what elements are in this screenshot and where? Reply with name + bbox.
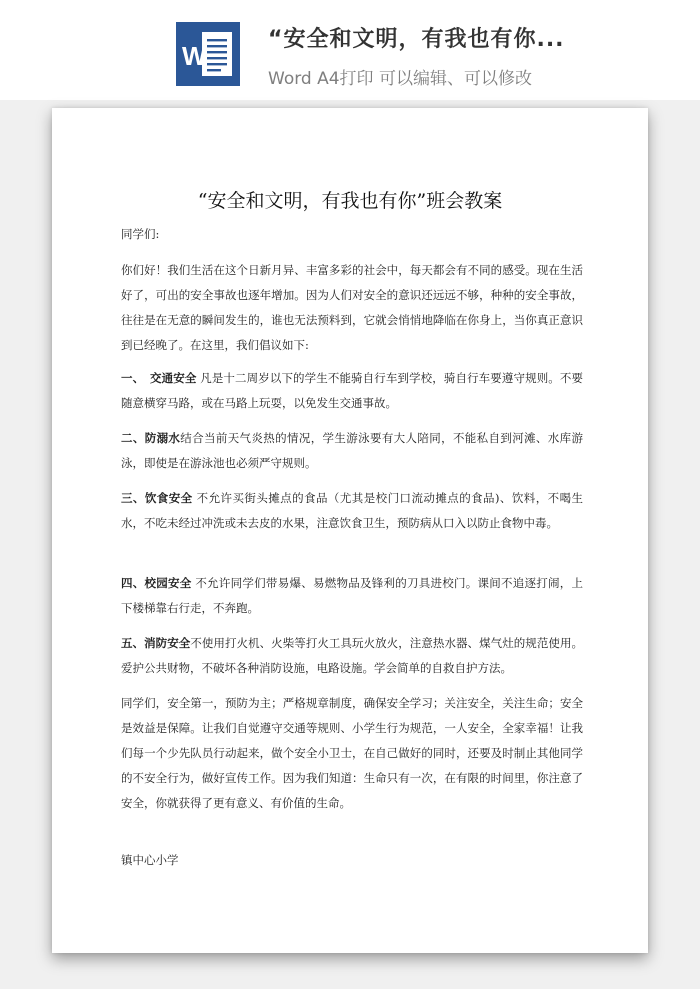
section-campus-safety (121, 571, 583, 621)
section-text: 不使用打火机、火柴等打火工具玩火放火，注意热水器、煤气灶的规范使用。爱护公共财物，不破坏各种消防设施，电路设施。学会简单的自救自护方法。 (121, 636, 584, 675)
intro-paragraph: 你们好！我们生活在这个日新月异、丰富多彩的社会中，每天都会有不同的感受。现在生活好了，可出的安全事故也逐年增加。因为人们对安全的意识还远远不够，种种的安全事故，往往是在无意的瞬间发生的，谁也无法预料到，它就会悄悄地降临在你身上，当你真正意识到已经晚了。在这里，我们倡议如下: (121, 263, 583, 352)
section-heading: 四、校园安全 (121, 576, 192, 590)
word-document-icon (176, 22, 240, 86)
section-text: 不允许同学们带易爆、易燃物品及锋利的刀具进校门。课间不追逐打闹，上下楼梯靠右行走，不奔跑。 (121, 576, 583, 615)
document-title: “安全和文明，有我也有你”班会教案 (197, 190, 503, 212)
section-heading: 二、防溺水 (121, 431, 181, 445)
document-page (52, 108, 648, 953)
section-text: 凡是十二周岁以下的学生不能骑自行车到学校，骑自行车要遵守规则。不要随意横穿马路，或在马路上玩耍，以免发生交通事故。 (121, 371, 583, 410)
closing-paragraph: 同学们，安全第一，预防为主；严格规章制度，确保安全学习；关注安全，关注生命；安全是效益是保障。让我们自觉遵守交通等规则、小学生行为规范，一人安全，全家幸福！让我们每一个少先队员行动起来，做个安全小卫士，在自己做好的同时，还要及时制止其他同学的不安全行为，做好宣传工作。因为我们知道：生命只有一次，在有限的时间里，你注意了安全，你就获得了更有意义、有价值的生命。 (121, 696, 583, 810)
svg-text:W: W (182, 41, 207, 71)
section-text: 结合当前天气炎热的情况，学生游泳要有大人陪同，不能私自到河滩、水库游泳，即使是在游泳池也必须严守规则。 (121, 431, 584, 470)
section-text: 不允许买街头摊点的食品（尤其是校门口流动摊点的食品)、饮料，不喝生水，不吃未经过冲洗或未去皮的水果，注意饮食卫生，预防病从口入以防止食物中毒。 (121, 491, 583, 530)
section-drowning-prevention (121, 426, 583, 476)
section-traffic-safety (121, 366, 583, 416)
header-title: “安全和文明，有我也有你... (268, 27, 565, 52)
header-bar (0, 0, 700, 100)
section-heading: 五、消防安全 (121, 636, 191, 650)
signature: 镇中心小学 (121, 853, 179, 867)
section-food-safety (121, 486, 583, 536)
section-heading: 一、 交通安全 (121, 371, 197, 385)
section-fire-safety (121, 631, 583, 681)
header-subtitle: Word A4打印 可以编辑、可以修改 (268, 69, 532, 89)
section-heading: 三、饮食安全 (121, 491, 193, 505)
greeting: 同学们: (121, 227, 160, 241)
